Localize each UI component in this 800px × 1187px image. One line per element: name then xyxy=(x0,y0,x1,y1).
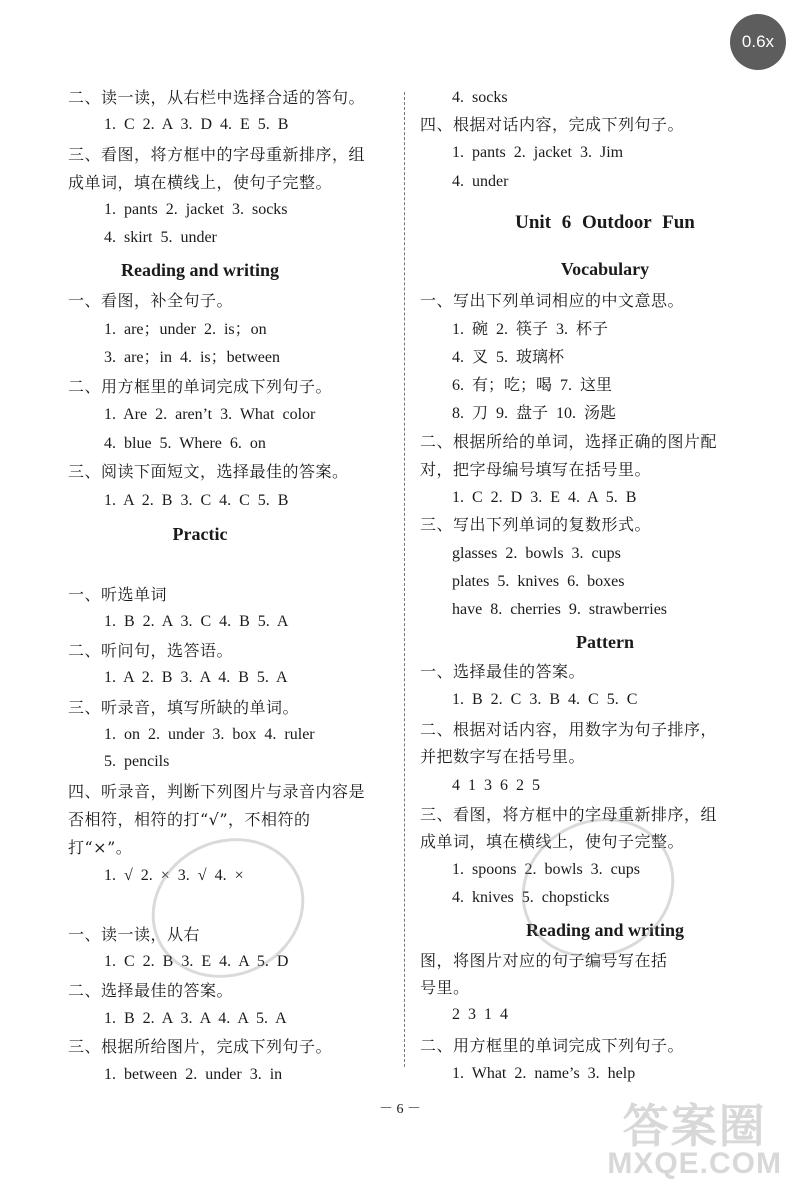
question-text: 对，把字母编号填写在括号里。 xyxy=(420,460,652,479)
question-text: 二、根据所给的单词，选择正确的图片配 xyxy=(420,432,718,451)
column-divider xyxy=(404,92,405,1067)
question-text: 二、用方框里的单词完成下列句子。 xyxy=(420,1036,685,1055)
zoom-level-label: 0.6x xyxy=(741,32,775,51)
section-heading: Vocabulary xyxy=(560,259,650,279)
answer-text: 4. 叉 5. 玻璃杯 xyxy=(452,349,565,366)
answer-text: 1. spoons 2. bowls 3. cups xyxy=(452,861,641,878)
question-text: 三、根据所给图片，完成下列句子。 xyxy=(68,1037,333,1056)
question-text: 一、选择最佳的答案。 xyxy=(420,662,586,681)
question-text: 四、听录音，判断下列图片与录音内容是 xyxy=(68,782,366,801)
question-text: 图，将图片对应的句子编号写在括 xyxy=(420,951,668,970)
answer-text: 1. pants 2. jacket 3. socks xyxy=(104,201,288,218)
question-text: 成单词，填在横线上，使句子完整。 xyxy=(68,173,333,192)
answer-text: 1. What 2. name’s 3. help xyxy=(452,1065,636,1082)
question-text: 成单词，填在横线上，使句子完整。 xyxy=(420,832,685,851)
answer-text: 1. 碗 2. 筷子 3. 杯子 xyxy=(452,321,609,338)
answer-text: 1. pants 2. jacket 3. Jim xyxy=(452,144,624,161)
answer-text: 1. A 2. B 3. A 4. B 5. A xyxy=(104,669,288,686)
question-text: 否相符，相符的打“√”，不相符的 xyxy=(68,810,311,829)
answer-text: 5. pencils xyxy=(104,753,170,770)
answer-text: plates 5. knives 6. boxes xyxy=(452,573,625,590)
watermark-logo-text: 答案圈 xyxy=(622,1100,767,1152)
question-text: 二、选择最佳的答案。 xyxy=(68,981,234,1000)
answer-text: 4. blue 5. Where 6. on xyxy=(104,435,266,452)
question-text: 一、听选单词 xyxy=(68,585,168,604)
question-text: 三、阅读下面短文，选择最佳的答案。 xyxy=(68,462,349,481)
question-text: 一、看图，补全句子。 xyxy=(68,291,234,310)
answer-text: 1. C 2. A 3. D 4. E 5. B xyxy=(104,116,289,133)
site-watermark xyxy=(607,1100,782,1180)
question-text: 号里。 xyxy=(420,978,470,997)
question-text: 三、写出下列单词的复数形式。 xyxy=(420,515,652,534)
answer-text: have 8. cherries 9. strawberries xyxy=(452,601,668,618)
answer-text: 4. socks xyxy=(452,89,508,106)
page-number: － 6 － xyxy=(379,1102,421,1117)
answer-text: 1. on 2. under 3. box 4. ruler xyxy=(104,726,315,743)
question-text: 三、看图，将方框中的字母重新排序，组 xyxy=(68,145,366,164)
section-heading: Pattern xyxy=(576,632,634,652)
answer-text: 1. A 2. B 3. C 4. C 5. B xyxy=(104,492,289,509)
answer-text: 4. skirt 5. under xyxy=(104,229,217,246)
watermark-site-text: MXQE.COM xyxy=(607,1147,782,1180)
question-text: 二、用方框里的单词完成下列句子。 xyxy=(68,377,333,396)
answer-text: 1. B 2. A 3. A 4. A 5. A xyxy=(104,1010,287,1027)
answer-text: 4. under xyxy=(452,173,509,190)
question-text: 一、写出下列单词相应的中文意思。 xyxy=(420,291,685,310)
answer-text: 6. 有；吃；喝 7. 这里 xyxy=(452,377,613,394)
answer-text: 4. knives 5. chopsticks xyxy=(452,889,610,906)
question-text: 三、听录音，填写所缺的单词。 xyxy=(68,698,300,717)
answer-text: 1. √ 2. × 3. √ 4. × xyxy=(104,867,244,884)
answer-text: 2 3 1 4 xyxy=(452,1006,508,1023)
answer-text: 3. are；in 4. is；between xyxy=(104,349,280,366)
answer-text: 1. C 2. D 3. E 4. A 5. B xyxy=(452,489,637,506)
zoom-level-badge[interactable] xyxy=(730,14,786,70)
answer-text: 1. Are 2. aren’t 3. What color xyxy=(104,406,316,423)
answer-text: 8. 刀 9. 盘子 10. 汤匙 xyxy=(452,405,617,422)
question-text: 二、听问句，选答语。 xyxy=(68,641,234,660)
question-text: 三、看图，将方框中的字母重新排序，组 xyxy=(420,805,718,824)
answer-text: 1. C 2. B 3. E 4. A 5. D xyxy=(104,953,289,970)
section-heading: Reading and writing xyxy=(120,260,280,280)
faint-stamp-mark xyxy=(129,813,328,1002)
question-text: 并把数字写在括号里。 xyxy=(420,747,586,766)
question-text: 四、根据对话内容，完成下列句子。 xyxy=(420,115,685,134)
question-text: 打“×”。 xyxy=(68,838,133,857)
answer-text: 1. between 2. under 3. in xyxy=(104,1066,283,1083)
answer-text: 4 1 3 6 2 5 xyxy=(452,777,540,794)
section-heading: Unit 6 Outdoor Fun xyxy=(515,212,695,233)
question-text: 二、根据对话内容，用数字为句子排序， xyxy=(420,720,718,739)
answer-text: glasses 2. bowls 3. cups xyxy=(452,545,621,562)
section-heading: Reading and writing xyxy=(525,920,685,940)
answer-text: 1. B 2. C 3. B 4. C 5. C xyxy=(452,691,638,708)
answer-text: 1. are；under 2. is；on xyxy=(104,321,267,338)
answer-text: 1. B 2. A 3. C 4. B 5. A xyxy=(104,613,289,630)
question-text: 一、读一读，从右 xyxy=(68,925,201,944)
question-text: 二、读一读，从右栏中选择合适的答句。 xyxy=(68,88,366,107)
section-heading: Practic xyxy=(172,524,228,544)
